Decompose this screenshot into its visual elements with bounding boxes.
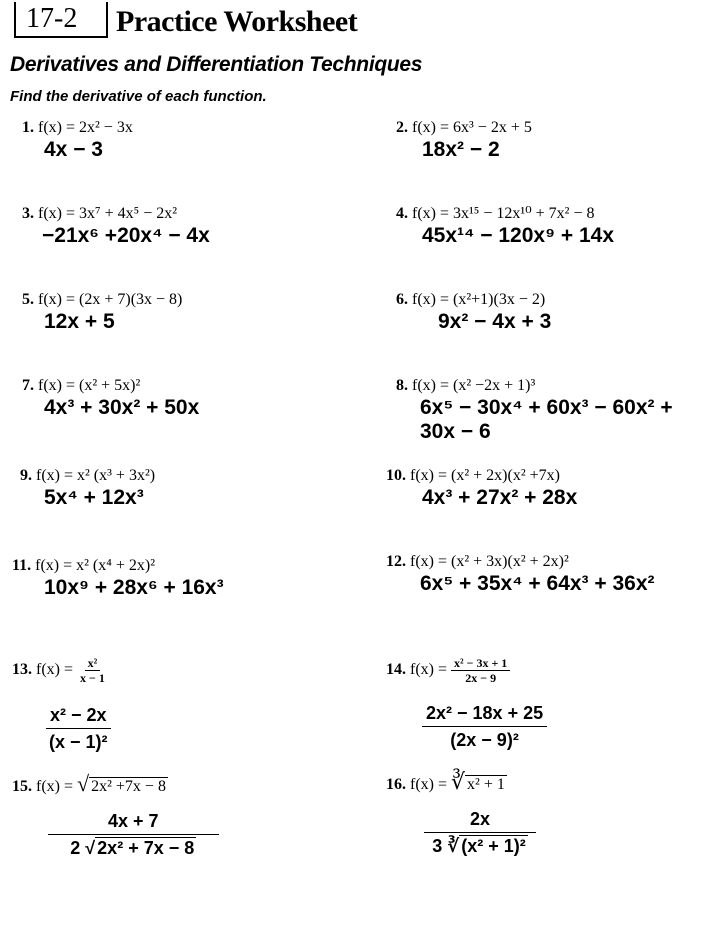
problem-function: f(x) = x² (x³ + 3x²) bbox=[36, 467, 156, 484]
problem-answer: 18x² − 2 bbox=[422, 138, 500, 161]
problem-15-answer bbox=[48, 808, 219, 861]
problem-number: 12. bbox=[386, 553, 406, 570]
problem-answer: 6x⁵ − 30x⁴ + 60x³ − 60x² + bbox=[420, 396, 673, 419]
problem-number: 11. bbox=[12, 557, 32, 574]
problem-answer: 5x⁴ + 12x³ bbox=[44, 486, 144, 509]
problem-answer-continued: 30x − 6 bbox=[420, 420, 491, 443]
answer-numerator: 2x bbox=[424, 806, 536, 833]
answer-denominator: (2x − 9)² bbox=[450, 730, 519, 750]
problem-14 bbox=[386, 656, 510, 685]
problem-function: f(x) = 6x³ − 2x + 5 bbox=[412, 119, 532, 136]
radicand: x² + 1 bbox=[467, 776, 505, 793]
problem-number: 6. bbox=[396, 291, 408, 308]
problem-answer: −21x⁶ +20x⁴ − 4x bbox=[42, 224, 210, 247]
problem-7 bbox=[22, 376, 199, 420]
problem-12 bbox=[386, 552, 655, 596]
problem-5 bbox=[22, 290, 182, 334]
problem-function: f(x) = 3x¹⁵ − 12x¹⁰ + 7x² − 8 bbox=[412, 205, 595, 222]
problem-15 bbox=[12, 771, 168, 797]
radical-icon: √ bbox=[77, 771, 90, 796]
fraction-denominator: x − 1 bbox=[80, 671, 105, 685]
answer-denominator: (x − 1)² bbox=[49, 732, 108, 752]
answer-numerator: x² − 2x bbox=[46, 702, 111, 729]
problem-function-fraction bbox=[451, 656, 510, 685]
answer-radicand: (x² + 1)² bbox=[461, 836, 526, 856]
problem-13 bbox=[12, 656, 108, 685]
problem-16 bbox=[386, 769, 507, 795]
problem-4 bbox=[396, 204, 614, 248]
problem-answer: 4x³ + 27x² + 28x bbox=[422, 486, 578, 509]
problem-function: f(x) = (x²+1)(3x − 2) bbox=[412, 291, 546, 308]
fraction-numerator: x² bbox=[85, 656, 101, 671]
cube-root-icon: ∛ bbox=[451, 769, 466, 794]
problem-9 bbox=[20, 466, 155, 510]
problem-function-prefix: f(x) = bbox=[36, 778, 74, 795]
problem-number: 10. bbox=[386, 467, 406, 484]
problem-function-prefix: f(x) = bbox=[410, 776, 448, 793]
problem-answer: 4x³ + 30x² + 50x bbox=[44, 396, 200, 419]
problem-function-prefix: f(x) = bbox=[36, 661, 74, 679]
answer-numerator: 4x + 7 bbox=[48, 808, 219, 835]
problem-2 bbox=[396, 118, 532, 162]
problem-function: f(x) = (2x + 7)(3x − 8) bbox=[38, 291, 183, 308]
lesson-number-box bbox=[14, 2, 108, 38]
problem-number: 3. bbox=[22, 205, 34, 222]
lesson-number: 17-2 bbox=[26, 3, 78, 34]
problem-function: f(x) = (x² + 2x)(x² +7x) bbox=[410, 467, 560, 484]
problem-function: f(x) = (x² + 5x)² bbox=[38, 377, 141, 394]
problem-14-answer bbox=[422, 700, 547, 753]
worksheet-title: Practice Worksheet bbox=[116, 5, 358, 38]
radicand: 2x² +7x − 8 bbox=[91, 778, 166, 795]
problem-answer: 10x⁹ + 28x⁶ + 16x³ bbox=[44, 576, 224, 599]
problem-answer: 9x² − 4x + 3 bbox=[438, 310, 552, 333]
problem-function: f(x) = x² (x⁴ + 2x)² bbox=[35, 557, 155, 574]
problem-function: f(x) = (x² −2x + 1)³ bbox=[412, 377, 536, 394]
problem-number: 5. bbox=[22, 291, 34, 308]
problem-number: 7. bbox=[22, 377, 34, 394]
problem-number: 2. bbox=[396, 119, 408, 136]
problem-11 bbox=[12, 556, 224, 600]
problem-number: 4. bbox=[396, 205, 408, 222]
fraction-denominator: 2x − 9 bbox=[465, 671, 497, 685]
fraction-numerator: x² − 3x + 1 bbox=[451, 656, 510, 671]
problem-answer: 6x⁵ + 35x⁴ + 64x³ + 36x² bbox=[420, 572, 655, 595]
problem-function-fraction bbox=[77, 656, 108, 685]
problem-8 bbox=[396, 376, 673, 444]
problem-number: 8. bbox=[396, 377, 408, 394]
problem-function: f(x) = (x² + 3x)(x² + 2x)² bbox=[410, 553, 569, 570]
answer-numerator: 2x² − 18x + 25 bbox=[422, 700, 547, 727]
problem-function: f(x) = 3x⁷ + 4x⁵ − 2x² bbox=[38, 205, 178, 222]
problem-number: 9. bbox=[20, 467, 32, 484]
worksheet-instructions: Find the derivative of each function. bbox=[10, 88, 267, 105]
problem-number: 1. bbox=[22, 119, 34, 136]
problem-10 bbox=[386, 466, 577, 510]
problem-answer: 45x¹⁴ − 120x⁹ + 14x bbox=[422, 224, 615, 247]
worksheet-subtitle: Derivatives and Differentiation Techniques bbox=[10, 53, 423, 76]
answer-denominator-prefix: 2 √ bbox=[70, 838, 96, 858]
problem-function: f(x) = 2x² − 3x bbox=[38, 119, 133, 136]
problem-answer: 12x + 5 bbox=[44, 310, 115, 333]
problem-3 bbox=[22, 204, 210, 248]
answer-denominator-prefix: 3 ∛ bbox=[432, 836, 460, 856]
problem-number: 13. bbox=[12, 661, 32, 679]
problem-number: 15. bbox=[12, 778, 32, 795]
problem-function-prefix: f(x) = bbox=[410, 661, 448, 679]
answer-radicand: 2x² + 7x − 8 bbox=[97, 838, 195, 858]
problem-16-answer bbox=[424, 806, 536, 859]
problem-number: 16. bbox=[386, 776, 406, 793]
problem-6 bbox=[396, 290, 551, 334]
problem-number: 14. bbox=[386, 661, 406, 679]
problem-answer: 4x − 3 bbox=[44, 138, 103, 161]
problem-1 bbox=[22, 118, 133, 162]
problem-13-answer bbox=[46, 702, 111, 755]
